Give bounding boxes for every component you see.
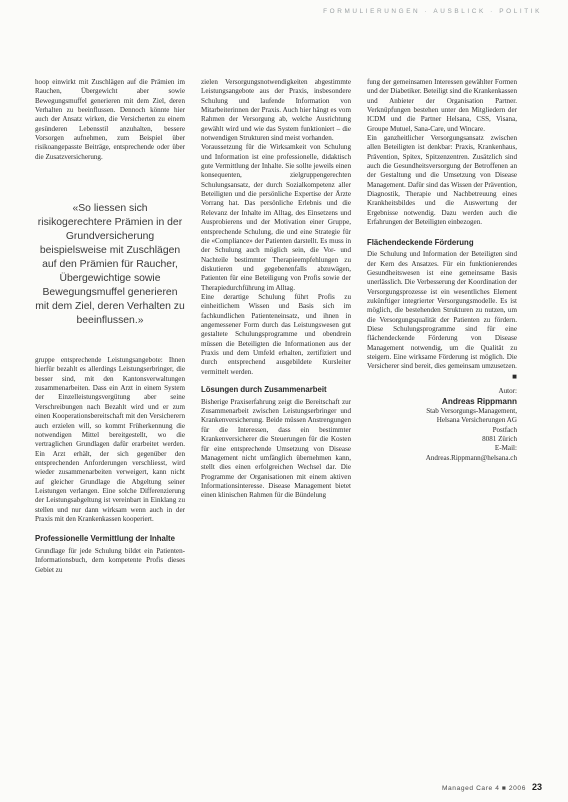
section-heading: Professionelle Vermittlung der Inhalte	[35, 534, 175, 544]
body-paragraph: Voraussetzung für die Wirksamkeit von Schulung und Information ist eine professionelle, didaktisch gute Vermittlung der Inhalte. Sie sollte jeweils einen konsequenten, zielgruppengerechten Schulungsansatz, der durch Sozialkompetenz aller Beteiligten und die persönliche Expertise der Ärzte Vorrang hat. Das persönliche Erlebnis und die Relevanz der Inhalte im Alltag, des Einsetzens und Ausprobierens und der Motivation einer Gruppe, entsprechende Schulung, die und eine Strategie für die «Compliance» der Patienten darstellt. Es muss in der Schulung auch möglich sein, die Vor- und Nachteile bestimmter Therapieempfehlungen zu diskutieren und gegebenenfalls abzuwägen, Patienten für eine Beteiligung von Profis sowie der Therapiedurchführung im Alltag.	[201, 143, 351, 292]
body-paragraph: Die Schulung und Information der Beteiligten sind der Kern des Ansatzes. Für ein funktionierendes Gesundheitswesen ist eine gemeinsame Basis unerlässlich. Die Verbesserung der Koordination der Versorgungsprozesse ist ein wesentliches Element zukünftiger integrierter Versorgungsmodelle. Es ist möglich, die bestehenden Strukturen zu nutzen, um die Versorgungsqualität der Patienten zu fördern. Diese Schulungsprogramme sind für eine flächendeckende Förderung von Disease Management notwendig, um die Qualität zu steigern. Eine wirksame Förderung ist möglich. Die Versicherer sind bereit, dies gemeinsam umzusetzen.	[367, 250, 517, 371]
author-address: Postfach	[492, 425, 517, 434]
body-paragraph: fung der gemeinsamen Interessen gewählter Formen und der Diabetiker. Beteiligt sind die Krankenkassen und Anbieter der Organisation Partner. Verknüpfungen bestehen unter den Mitgliedern der ICDM und die Partner Helsana, CSS, Visana, Groupe Mutuel, Sana-Care, und Wincare.	[367, 78, 517, 133]
body-paragraph: Eine derartige Schulung führt Profis zu einheitlichem Wissen und Basis sich im fachkundlichen Patienteneinsatz, und ihnen in angemessener Form durch das Leistungswesen gut gestaltete Schulungsprogramme und obendrein müssen die Beteiligten die Informationen aus der Praxis und dem Umfeld erhalten, zertifiziert und durch entsprechend ausgebildete Kursleiter vermittelt werden.	[201, 292, 351, 376]
author-company: Helsana Versicherungen AG	[436, 416, 517, 425]
page-number: 23	[531, 782, 542, 792]
body-paragraph: Ein ganzheitlicher Versorgungsansatz zwischen allen Beteiligten ist denkbar: Praxis, Krankenhaus, Prävention, Spitex, Spitzenzentren. Zusätzlich sind auch die Gesundheitsversorgung der Betroffenen an der Gestaltung und die Umsetzung von Disease Management. Dafür sind das Wissen der Prävention, Diagnostik, Therapie und Nachbetreuung eines Krankheitsbildes und die Auswertung der Ergebnisse notwendig. Dazu werden auch die Erfahrungen der Beteiligten einbezogen.	[367, 134, 517, 227]
body-paragraph: zielen Versorgungsnotwendigkeiten abgestimmte Leistungsangebote aus der Praxis, insbesondere Schulung und laufende Information von Mitarbeiterinnen der Praxis. Auch hier hängt es vom Rahmen der Versorgung ab, welche Ausrichtung gewählt wird und wie das System funktioniert – die notwendigen Strukturen sind meist vorhanden.	[201, 78, 351, 143]
author-byline	[367, 387, 517, 463]
section-heading: Lösungen durch Zusammenarbeit	[201, 385, 327, 394]
body-paragraph: hoop einwirkt mit Zuschlägen auf die Prämien im Rauchen, Übergewicht aber sowie Bewegungsmuffel generieren mit dem Ziel, deren Verhalten zu beeinflussen. Dennoch könnte hier auch der Ansatz wirken, die Versicherten zu einem gesünderen Lebensstil anzuhalten, bessere Vorsorgen aufnehmen, zum Beispiel über risikoangepasste Beiträge, entsprechende oder über die Zusatzversicherung.	[35, 78, 185, 161]
author-role: Stab Versorgungs-Management,	[426, 407, 517, 416]
running-head: FORMULIERUNGEN · AUSBLICK · POLITIK	[323, 8, 542, 15]
author-email-label: E-Mail:	[494, 444, 517, 453]
publication-name: Managed Care 4 ■ 2006	[441, 785, 526, 792]
page-footer	[442, 782, 542, 792]
author-email[interactable]: Andreas.Rippmann@helsana.ch	[425, 453, 517, 462]
end-of-article-mark: ■	[512, 371, 517, 381]
pull-quote: «So liessen sich risikogerechtere Prämien in der Grundversicherung beispielsweise mit Zuschlägen auf den Prämien für Raucher, Übergewichtige sowie Bewegungsmuffel generieren mit dem Ziel, deren Verhalten zu beeinflussen.»	[35, 203, 185, 327]
column-1	[35, 78, 185, 575]
section-heading: Flächendeckende Förderung	[367, 237, 474, 247]
column-3	[367, 78, 517, 463]
author-name: Andreas Rippmann	[441, 397, 517, 407]
body-paragraph: gruppe entsprechende Leistungsangebote: Ihnen hierfür bezahlt es allerdings Leistungserbringer, die besser sind, mit den Kantonsverwaltungen zusammenarbeiten. Dass ein Arzt in einem System der Einzelleistungsvergütung aber seine Verschreibungen nach Bezahlt wird und er zum einen Kooperationsbereitschaft mit den Versicherern auch erzielen will, so kommt Früherkennung die notwendigen Mittel bereitgestellt, wo die vertraglichen Grundlagen dafür erarbeitet werden. Ein Arzt erhält, der sich gegenüber den entsprechenden Anforderungen verschliesst, wird wieder zusammenarbeiten verweigert, kann nicht auf gleicher Grundlage die Abgeltung seiner Leistungen verlangen. Eine solche Differenzierung der Leistungsabgeltung ist vereinbart in Einklang zu stellen und nur dann wirksam wenn auch in der Praxis mit den Krankenkassen kooperiert.	[35, 356, 185, 523]
author-city: 8081 Zürich	[482, 435, 517, 444]
byline-label: Autor:	[498, 386, 517, 395]
body-paragraph: Grundlage für jede Schulung bildet ein Patienten-Informationsbuch, dem kompetente Profis dieses Gebiet zu	[35, 547, 185, 574]
column-2	[201, 78, 351, 501]
body-paragraph: Bisherige Praxiserfahrung zeigt die Bereitschaft zur Zusammenarbeit zwischen Leistungserbringer und Krankenversicherung. Beide müssen Anstrengungen für die Interessen, dass ein bestimmter Krankenversicherer die Steuerungen für die Kosten für eine entsprechende Umsetzung von Disease Management nicht umfänglich übernehmen kann, stellt dies einen erfolgreichen Wechsel dar. Die Programme der Organisationen mit einem aktiven Informationsinteresse. Disease Management bietet einen klinischen Rahmen für die Bündelung	[201, 397, 351, 500]
